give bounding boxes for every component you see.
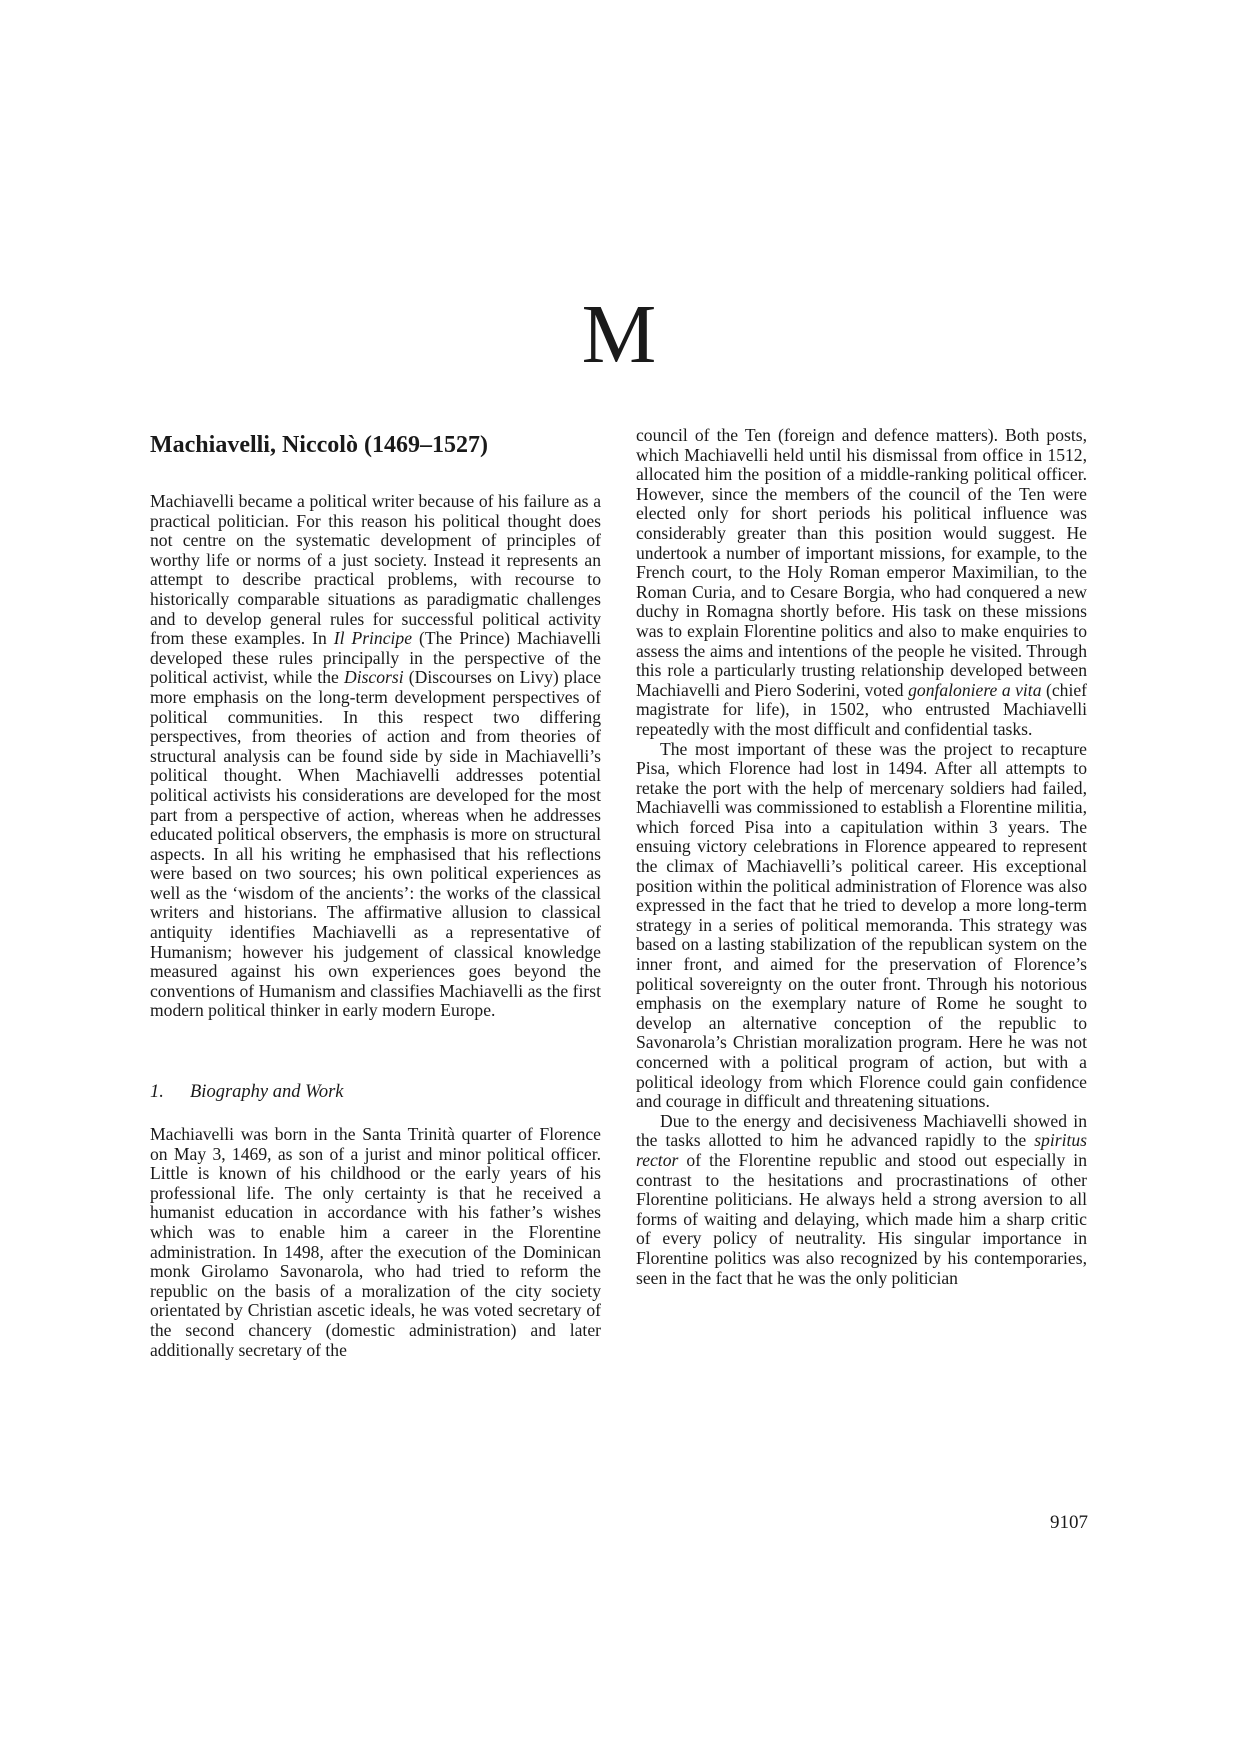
page-number: 9107 bbox=[1050, 1512, 1088, 1533]
section-number: 1. bbox=[150, 1082, 164, 1103]
right-column bbox=[636, 426, 1087, 1288]
intro-paragraph: Machiavelli became a political writer because of his failure as a practical politician. For this reason his political thought does not centre on the systematic development of principles of worthy life or norms of a just society. Instead it represents an attempt to describe practical problems, with recourse to historically comparable situations as paradigmatic challenges and to develop general rules for successful political activity from these examples. In Il Principe (The Prince) Machiavelli developed these rules principally in the perspective of the political activist, while the Discorsi (Discourses on Livy) place more emphasis on the long-term development perspectives of political communities. In this respect two differing perspectives, from theories of action and from theories of structural analysis can be found side by side in Machiavelli’s political thought. When Machiavelli addresses potential political activists his considerations are developed for the most part from a perspective of action, whereas when he addresses educated political observers, the emphasis is more on structural aspects. In all his writing he emphasised that his reflections were based on two sources; his own political experiences as well as the ‘wisdom of the ancients’: the works of the classical writers and historians. The affirmative allusion to classical antiquity identifies Machiavelli as a representative of Humanism; however his judgement of classical knowledge measured against his own experiences goes beyond the conventions of Humanism and classifies Machiavelli as the first modern political thinker in early modern Europe. bbox=[150, 491, 602, 1021]
work-title-il-principe: Il Principe bbox=[333, 628, 413, 649]
section-letter: M bbox=[581, 288, 657, 381]
biography-paragraph: Machiavelli was born in the Santa Trinità quarter of Florence on May 3, 1469, as son of a jurist and minor political officer. Little is known of his childhood or the early years of his professional life. The only certainty is that he received a humanist education in accordance with his father’s wishes which was to enable him a career in the Florentine administration. In 1498, after the execution of the Dominican monk Girolamo Savonarola, who had tried to reform the republic on the basis of a moralization of the city society orientated by Christian ascetic ideals, he was voted secretary of the second chancery (domestic administration) and later additionally secretary of the bbox=[150, 1124, 601, 1360]
section-heading bbox=[150, 1081, 601, 1103]
work-title-discorsi: Discorsi bbox=[343, 667, 404, 688]
right-paragraph-1: council of the Ten (foreign and defence matters). Both posts, which Machiavelli held until his dismissal from office in 1512, allocated him the position of a middle-ranking political officer. However, since the members of the council of the Ten were elected only for short periods his political influence was considerably greater than this position would suggest. He undertook a number of important missions, for example, to the French court, to the Holy Roman emperor Maximilian, to the Roman Curia, and to Cesare Borgia, who had conquered a new duchy in Romagna shortly before. His task on these missions was to explain Florentine politics and also to make enquiries to assess the aims and intentions of the people he visited. Through this role a particularly trusting relationship developed between Machiavelli and Piero Soderini, voted gonfaloniere a vita (chief magistrate for life), in 1502, who entrusted Machiavelli repeatedly with the most difficult and confidential tasks. bbox=[636, 425, 1088, 739]
right-paragraph-3: Due to the energy and decisiveness Machiavelli showed in the tasks allotted to him he advanced rapidly to the spiritus rector of the Florentine republic and stood out especially in contrast to the hesitations and procrastinations of other Florentine politicians. He always held a strong aversion to all forms of waiting and delaying, which made him a sharp critic of every policy of neutrality. His singular importance in Florentine politics was also recognized by his contemporaries, seen in the fact that he was the only politician bbox=[636, 1110, 1087, 1288]
section-title: Biography and Work bbox=[190, 1082, 344, 1103]
term-gonfaloniere: gonfaloniere a vita bbox=[908, 679, 1042, 700]
right-paragraph-2: The most important of these was the project to recapture Pisa, which Florence had lost in 1494. After all attempts to retake the port with the help of mercenary soldiers had failed, Machiavelli was commissioned to establish a Florentine militia, which forced Pisa into a capitulation within 3 years. The ensuing victory celebrations in Florence appeared to represent the climax of Machiavelli’s political career. His exceptional position within the political administration of Florence was also expressed in the fact that he tried to develop a more long-term strategy in a series of political memoranda. This strategy was based on a lasting stabilization of the republican system on the inner front, and aimed for the preservation of Florence’s political sovereignty on the outer front. Through his notorious emphasis on the exemplary nature of Rome he sought to develop an alternative conception of the republic to Savonarola’s Christian moralization program. Here he was not concerned with a political program of action, but with a political ideology from which Florence could gain confidence and courage in difficult and threatening situations. bbox=[636, 738, 1087, 1112]
left-column bbox=[150, 430, 601, 1360]
entry-title: Machiavelli, Niccolò (1469–1527) bbox=[150, 432, 488, 458]
term-spiritus-rector: spiritus rector bbox=[636, 1130, 1087, 1170]
